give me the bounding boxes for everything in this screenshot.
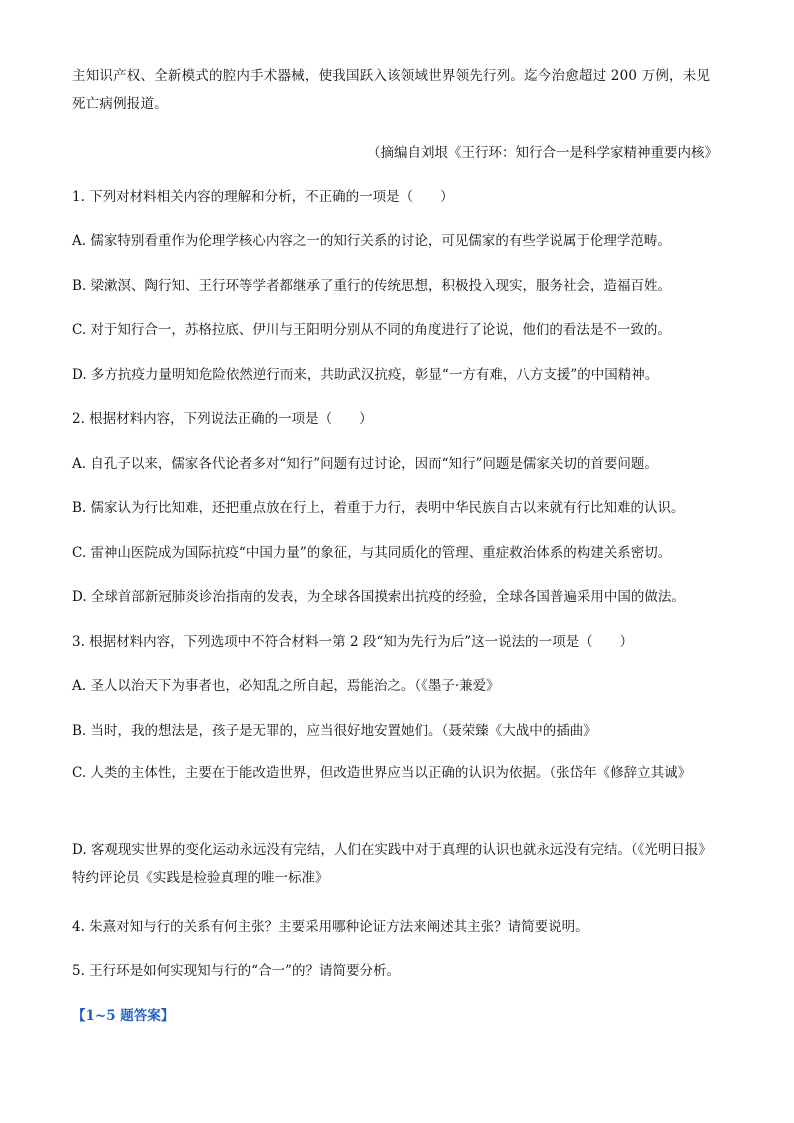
- question-1-option-a: A. 儒家特别看重作为伦理学核心内容之一的知行关系的讨论，可见儒家的有些学说属于伦理学范畴。: [72, 233, 671, 249]
- question-3-option-c: C. 人类的主体性，主要在于能改造世界，但改造世界应当以正确的认识为依据。（张岱年《修辞立其诚》: [72, 765, 692, 781]
- question-2-option-d: D. 全球首部新冠肺炎诊治指南的发表，为全球各国摸索出抗疫的经验，全球各国普遍采用中国的做法。: [72, 589, 685, 605]
- question-2-option-b: B. 儒家认为行比知难，还把重点放在行上，着重于力行，表明中华民族自古以来就有行比知难的认识。: [72, 500, 685, 516]
- question-2-stem: 2. 根据材料内容，下列说法正确的一项是（ ）: [72, 411, 373, 427]
- question-1-option-d: D. 多方抗疫力量明知危险依然逆行而来，共助武汉抗疫，彰显“一方有难，八方支援”的中国精神。: [72, 367, 659, 383]
- question-3-option-b: B. 当时，我的想法是，孩子是无罪的，应当很好地安置她们。（聂荣臻《大战中的插曲》: [72, 723, 597, 739]
- question-5-stem: 5. 王行环是如何实现知与行的“合一”的？请简要分析。: [72, 963, 400, 979]
- answer-heading: 【1~5 题答案】: [72, 1008, 175, 1024]
- question-4-stem: 4. 朱熹对知与行的关系有何主张？主要采用哪种论证方法来阐述其主张？请简要说明。: [72, 919, 589, 935]
- question-3-option-a: A. 圣人以治天下为事者也，必知乱之所自起，焉能治之。（《墨子·兼爱》: [72, 678, 500, 694]
- question-3-stem: 3. 根据材料内容，下列选项中不符合材料一第 2 段“知为先行为后”这一说法的一项是（ ）: [72, 634, 634, 650]
- question-2-option-a: A. 自孔子以来，儒家各代论者多对“知行”问题有过讨论，因而“知行”问题是儒家关切的首要问题。: [72, 456, 658, 472]
- intro-paragraph: 主知识产权、全新模式的腔内手术器械，使我国跃入该领域世界领先行列。迄今治愈超过 200 万例，未见死亡病例报道。: [72, 68, 711, 112]
- question-1-option-b: B. 梁漱溟、陶行知、王行环等学者都继承了重行的传统思想，积极投入现实，服务社会，造福百姓。: [72, 278, 672, 294]
- question-1-option-c: C. 对于知行合一，苏格拉底、伊川与王阳明分别从不同的角度进行了论说，他们的看法是不一致的。: [72, 322, 671, 338]
- question-3-option-d: D. 客观现实世界的变化运动永远没有完结，人们在实践中对于真理的认识也就永远没有完结。（《光明日报》特约评论员《实践是检验真理的唯一标准》: [72, 842, 712, 886]
- source-citation: （摘编自刘垠《王行环：知行合一是科学家精神重要内核》: [367, 145, 718, 161]
- question-2-option-c: C. 雷神山医院成为国际抗疫“中国力量”的象征，与其同质化的管理、重症救治体系的构建关系密切。: [72, 545, 672, 561]
- question-1-stem: 1. 下列对材料相关内容的理解和分析，不正确的一项是（ ）: [72, 189, 454, 205]
